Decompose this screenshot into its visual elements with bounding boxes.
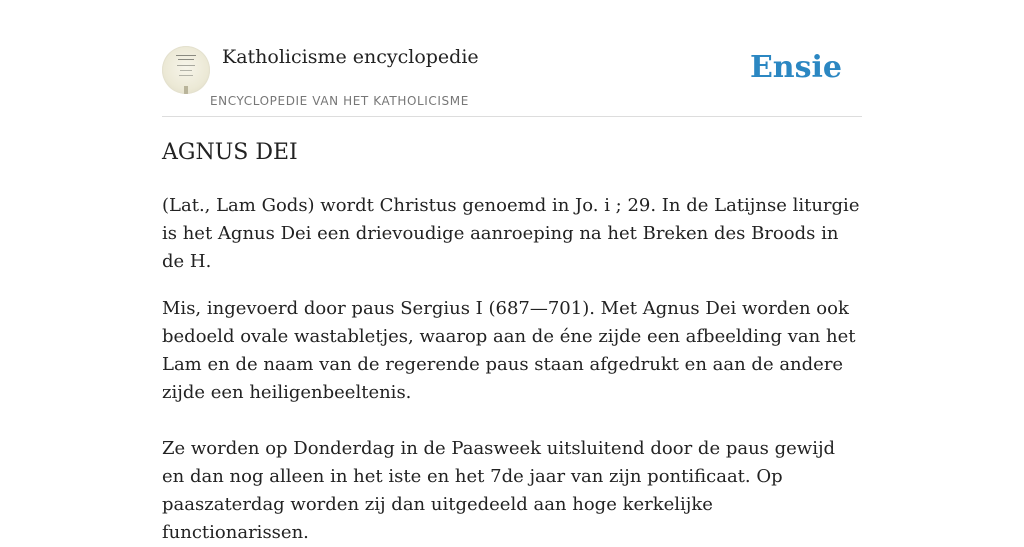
- ensie-logo-link[interactable]: Ensie: [749, 50, 842, 85]
- entry-body: [162, 192, 862, 547]
- site-header: [162, 0, 862, 117]
- entry-paragraph: Ze worden op Donderdag in de Paasweek uitsluitend door de paus gewijd en dan nog alleen in het iste en het 7de jaar van zijn pontificaat. Op paaszaterdag worden zij dan uitgedeeld aan hoge kerkelijke functionarissen.: [162, 438, 836, 543]
- encyclopedia-page: [162, 0, 862, 543]
- entry-paragraph: (Lat., Lam Gods) wordt Christus genoemd in Jo. i ; 29. In de Latijnse liturgie is het Agnus Dei een drievoudige aanroeping na het Breken des Broods in de H.: [162, 195, 860, 272]
- site-title-link[interactable]: Katholicisme encyclopedie: [222, 46, 479, 68]
- site-subtitle: ENCYCLOPEDIE VAN HET KATHOLICISME: [210, 94, 469, 108]
- entry-title: AGNUS DEI: [162, 140, 298, 165]
- entry-paragraph: Mis, ingevoerd door paus Sergius I (687—701). Met Agnus Dei worden ook bedoeld ovale wastabletjes, waarop aan de éne zijde een afbeelding van het Lam en de naam van de regerende paus staan afgedrukt en aan de andere zijde een heiligenbeeltenis.: [162, 298, 856, 403]
- book-cover-icon[interactable]: [162, 46, 210, 94]
